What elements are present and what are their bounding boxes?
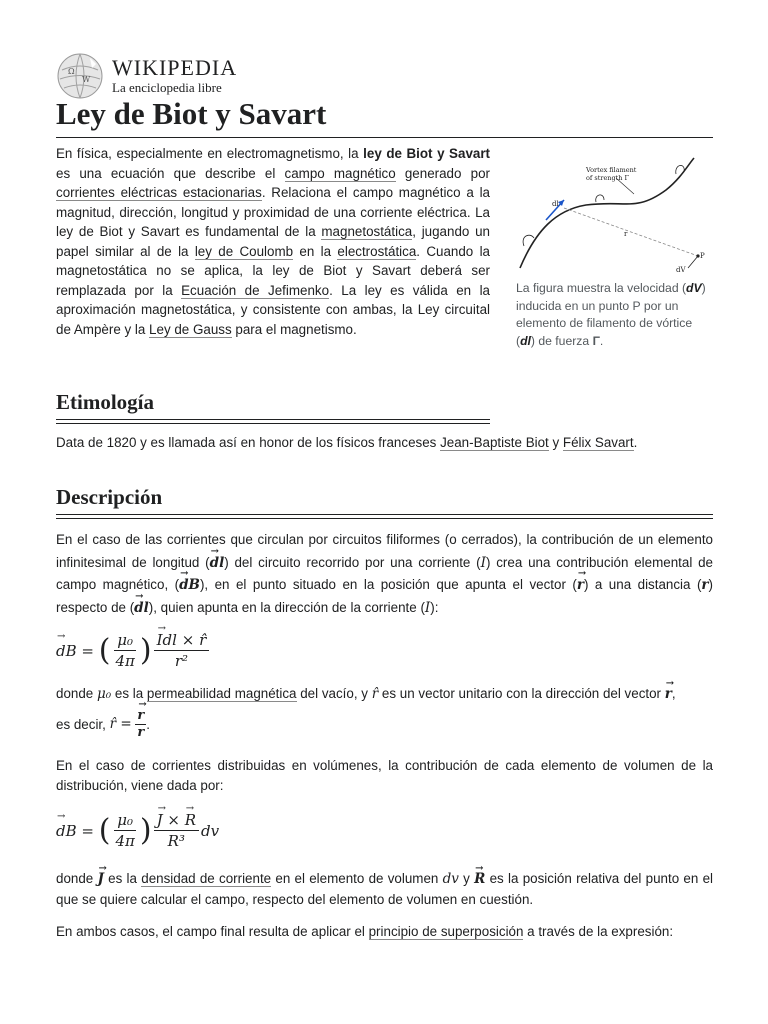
descripcion-divider (56, 514, 713, 519)
lead-bold-term: ley de Biot y Savart (363, 146, 491, 161)
heading-descripcion: Descripción (56, 485, 163, 509)
svg-text:W: W (82, 75, 91, 84)
link-campo-magnetico[interactable]: campo magnético (284, 165, 396, 181)
diagram-label-dl: dl (552, 200, 559, 208)
link-ecuacion-jefimenko[interactable]: Ecuación de Jefimenko (181, 282, 330, 298)
page-title: Ley de Biot y Savart (56, 96, 327, 131)
link-permeabilidad[interactable]: permeabilidad magnética (146, 686, 297, 701)
link-savart[interactable]: Félix Savart (562, 435, 634, 450)
wordmark[interactable]: WIKIPEDIA (112, 54, 238, 80)
diagram-label-vortex: Vortex filament (586, 166, 637, 174)
diagram-label-dv: dV (676, 266, 686, 274)
descripcion-paragraph-1: En el caso de las corrientes que circulan por circuitos filiformes (o cerrados), la contribución de un elemento infinitesimal de longitud (dl →) del circuito recorrido por una corriente (I) crea una contribución elemental de campo magnético, (dB →), en el punto situado en la posición que apunta el vector (r →) a una distancia (r) respecto de (dl →), quien apunta en la dirección de la corriente (I): (56, 529, 713, 619)
link-densidad-corriente[interactable]: densidad de corriente (141, 871, 272, 886)
link-ley-coulomb[interactable]: ley de Coulomb (194, 243, 294, 259)
diagram-label-r: r (624, 230, 628, 238)
link-ley-gauss[interactable]: Ley de Gauss (149, 321, 232, 337)
figure-caption: La figura muestra la velocidad (dV) inducida en un punto P por un elemento de filamento de vórtice (dl) de fuerza Γ. (516, 281, 706, 348)
link-principio-superposicion[interactable]: principio de superposición (368, 924, 524, 939)
link-biot[interactable]: Jean-Baptiste Biot (440, 435, 549, 450)
diagram-label-p: P (700, 252, 705, 260)
descripcion-paragraph-2b: es decir, r̂ = $\frac{r \to}{r}$ . (56, 708, 713, 741)
heading-etimologia: Etimología (56, 390, 154, 414)
descripcion-paragraph-4: donde J → es la densidad de corriente en el elemento de volumen dv y R → es la posición relativa del punto en el que se quiere calcular el campo, respecto del elemento de volumen en cuestión. (56, 869, 713, 909)
tagline: La enciclopedia libre (112, 79, 222, 95)
diagram-label-strength: of strength Γ (586, 174, 630, 182)
formula-biot-savart-line: dB → = ( $\frac{\text{μ₀}}{4\pi}$ ) $\frac{\text{Idl → × r̂}}{\text{r²}}$ (56, 630, 211, 671)
title-divider (56, 137, 713, 138)
lead-paragraph: En física, especialmente en electromagnetismo, la ley de Biot y Savart es una ecuación que describe el campo magnético generado por corrientes eléctricas estacionarias. Relaciona el campo magnético a la magnitud, dirección, longitud y proximidad de una corriente eléctrica. La ley de Biot y Savart es fundamental de la magnetostática, jugando un papel similar al de la ley de Coulomb en la electrostática. Cuando la magnetostática no se aplica, la ley de Biot y Savart deberá ser remplazada por la Ecuación de Jefimenko. La ley es válida en la aproximación magnetostática, y consistente con ambas, la Ley circuital de Ampère y la Ley de Gauss para el magnetismo. (56, 146, 491, 337)
formula-volume-line: dB → = ( $\frac{\text{μ₀}}{4\pi}$ ) $\frac{J \to \times R \to}{\text{R³}}$ dv (56, 810, 219, 851)
etimologia-divider (56, 419, 490, 424)
descripcion-paragraph-2: donde μ₀ es la permeabilidad magnética del vacío, y r̂ es un vector unitario con la dirección del vector r →, (56, 684, 713, 705)
link-magnetostatica[interactable]: magnetostática (321, 224, 413, 239)
infobox-figure (516, 150, 712, 350)
svg-text:Ω: Ω (68, 67, 75, 76)
link-electrostatica[interactable]: electrostática (337, 243, 417, 259)
descripcion-paragraph-3: En el caso de corrientes distribuidas en volúmenes, la contribución de cada elemento de volumen de la distribución, viene dada por: (56, 758, 713, 793)
brand[interactable] (112, 54, 238, 96)
site-header[interactable] (56, 52, 237, 100)
wikipedia-globe-icon[interactable] (56, 52, 104, 100)
etimologia-paragraph: Data de 1820 y es llamada así en honor de los físicos franceses Jean-Baptiste Biot y Félix Savart. (56, 435, 638, 450)
descripcion-paragraph-5: En ambos casos, el campo final resulta de aplicar el principio de superposición a través de la expresión: (56, 924, 674, 939)
vortex-diagram[interactable] (516, 150, 712, 276)
link-corrientes[interactable]: corrientes eléctricas estacionarias (56, 185, 262, 200)
